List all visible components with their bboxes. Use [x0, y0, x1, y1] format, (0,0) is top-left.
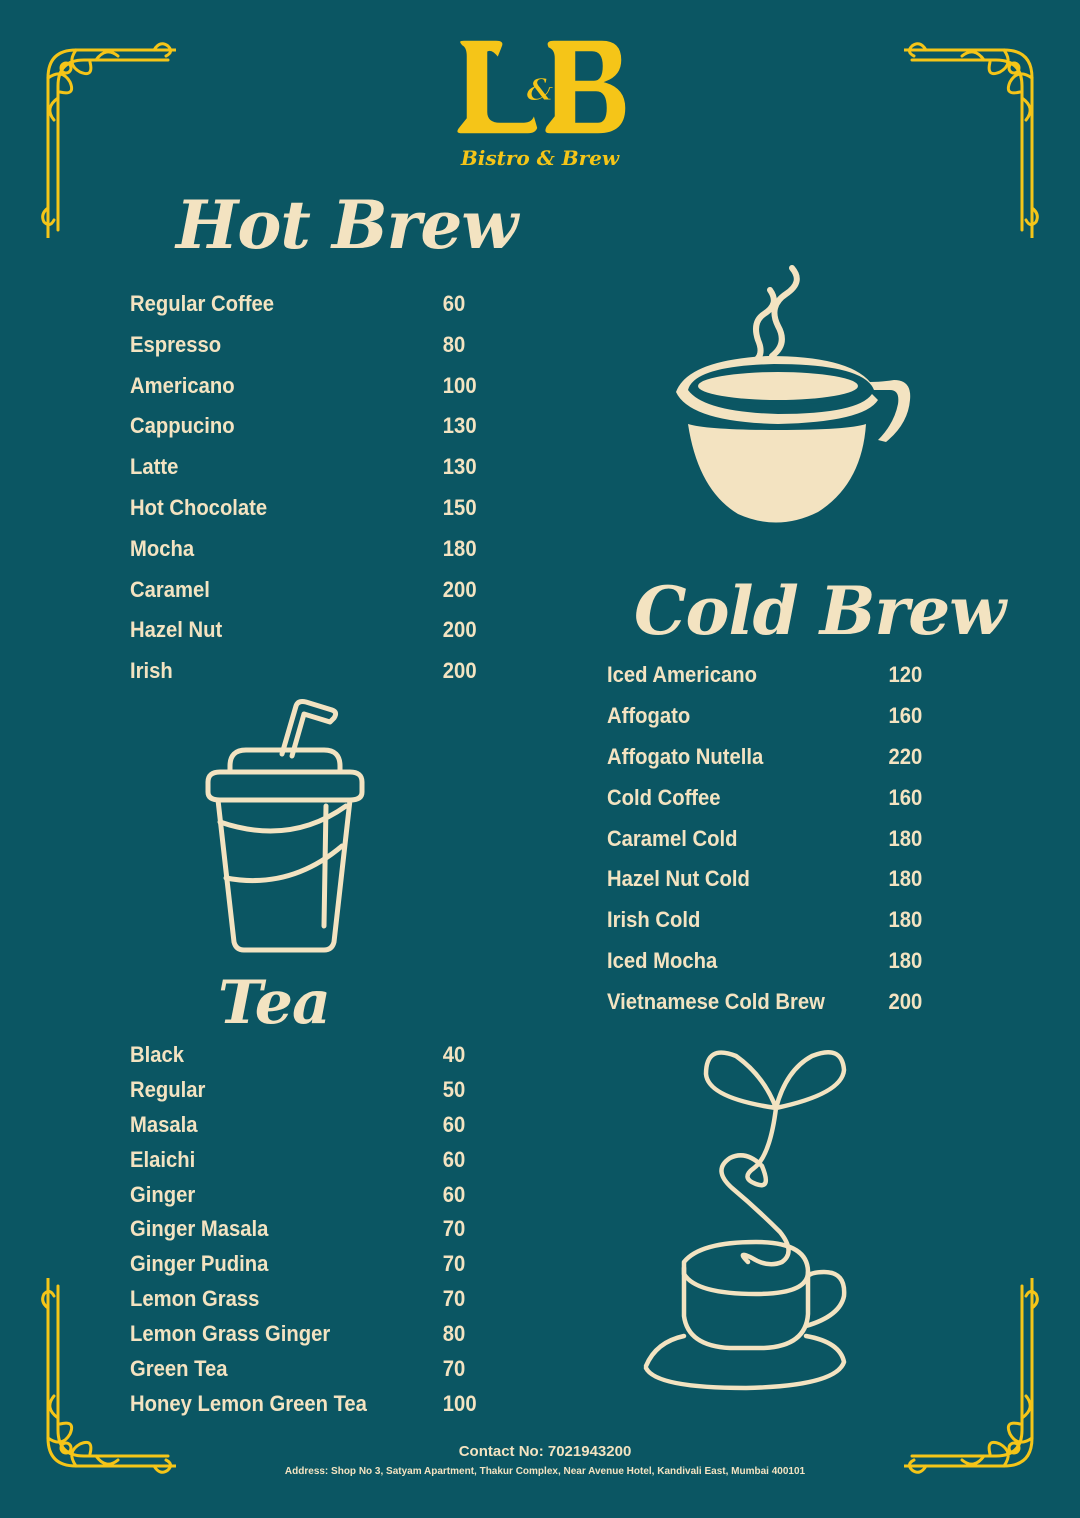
menu-item-price: 70 [442, 1356, 466, 1382]
menu-item [130, 1317, 516, 1352]
corner-ornament-icon [36, 38, 176, 238]
menu-item-price: 70 [442, 1216, 466, 1242]
menu-item-name: Cappucino [130, 413, 235, 439]
menu-item-name: Espresso [130, 331, 222, 357]
menu-item-name: Honey Lemon Green Tea [130, 1390, 367, 1416]
menu-item [130, 570, 516, 611]
menu-item [130, 488, 516, 529]
menu-item [607, 982, 975, 1023]
menu-item-price: 130 [442, 454, 477, 480]
takeaway-cup-icon [200, 696, 370, 956]
menu-item [130, 651, 516, 692]
menu-item-price: 180 [888, 948, 923, 974]
tea-title: Tea [218, 968, 330, 1038]
menu-item-name: Vietnamese Cold Brew [607, 989, 825, 1015]
menu-item-price: 60 [442, 1181, 466, 1207]
menu-item [130, 325, 516, 366]
menu-item [130, 447, 516, 488]
menu-item-name: Caramel [130, 576, 210, 602]
menu-item-name: Irish Cold [607, 907, 701, 933]
menu-item [130, 1108, 516, 1143]
menu-item-name: Cold Coffee [607, 784, 721, 810]
brand-logo [452, 38, 628, 136]
menu-item-price: 60 [442, 291, 466, 316]
menu-item [607, 778, 975, 819]
menu-item-name: Green Tea [130, 1356, 228, 1382]
menu-item-price: 130 [442, 413, 477, 439]
menu-item-price: 180 [888, 825, 923, 851]
menu-item-price: 70 [442, 1251, 466, 1277]
hot-coffee-cup-icon [668, 264, 918, 536]
menu-item [130, 1282, 516, 1317]
tea-list [130, 1038, 550, 1422]
menu-item-price: 100 [442, 1390, 477, 1416]
menu-item-price: 80 [442, 331, 466, 357]
hot-brew-title: Hot Brew [176, 186, 518, 264]
menu-item-name: Affogato [607, 702, 691, 728]
menu-item-price: 40 [442, 1042, 466, 1067]
menu-item-name: Ginger [130, 1181, 196, 1207]
menu-item-name: Irish [130, 658, 173, 684]
menu-item-price: 120 [888, 662, 923, 687]
menu-item-price: 200 [888, 989, 923, 1015]
menu-item-name: Black [130, 1042, 185, 1067]
menu-item [130, 1247, 516, 1282]
menu-item [130, 529, 516, 570]
hot-brew-list [130, 284, 550, 692]
contact-number: Contact No: 7021943200 [458, 1443, 632, 1460]
menu-item-name: Hot Chocolate [130, 494, 268, 520]
brand-tagline: Bistro & Brew [460, 146, 620, 170]
menu-item-price: 180 [442, 535, 477, 561]
menu-item [130, 284, 516, 325]
menu-item [607, 737, 975, 778]
menu-item-price: 160 [888, 784, 923, 810]
menu-item [130, 610, 516, 651]
menu-item [607, 696, 975, 737]
address-text: Address: Shop No 3, Satyam Apartment, Thakur Complex, Near Avenue Hotel, Kandivali East, Mumbai 400101 [284, 1466, 806, 1477]
menu-item-price: 160 [888, 702, 923, 728]
menu-item [607, 859, 975, 900]
menu-item-price: 70 [442, 1286, 466, 1312]
menu-item-price: 200 [442, 658, 477, 684]
menu-item-name: Elaichi [130, 1146, 196, 1172]
menu-item-price: 60 [442, 1146, 466, 1172]
menu-item [130, 1387, 516, 1422]
corner-ornament-icon [904, 38, 1044, 238]
menu-item-price: 100 [442, 372, 477, 398]
menu-item-name: Ginger Masala [130, 1216, 269, 1242]
menu-item-price: 180 [888, 907, 923, 933]
menu-item [607, 655, 975, 696]
menu-item [607, 900, 975, 941]
menu-item [607, 941, 975, 982]
menu-item-name: Regular [130, 1076, 206, 1102]
menu-item-price: 180 [888, 866, 923, 892]
heart-steam-cup-icon [636, 1046, 856, 1392]
menu-item-price: 60 [442, 1111, 466, 1137]
menu-item [130, 1143, 516, 1178]
menu-item [130, 1073, 516, 1108]
corner-ornament-icon [904, 1278, 1044, 1478]
menu-item-price: 50 [442, 1076, 466, 1102]
menu-item [130, 366, 516, 407]
menu-item-price: 200 [442, 576, 477, 602]
menu-item-name: Regular Coffee [130, 291, 274, 316]
menu-item [130, 1352, 516, 1387]
cold-brew-title: Cold Brew [634, 572, 1006, 650]
menu-item-name: Lemon Grass Ginger [130, 1321, 331, 1347]
menu-item-name: Americano [130, 372, 235, 398]
menu-item-name: Hazel Nut [130, 617, 223, 643]
menu-item-price: 200 [442, 617, 477, 643]
menu-item [607, 819, 975, 860]
menu-item-name: Hazel Nut Cold [607, 866, 750, 892]
menu-item-name: Latte [130, 454, 179, 480]
menu-item [130, 406, 516, 447]
svg-text:&: & [526, 73, 554, 108]
menu-item-name: Iced Mocha [607, 948, 718, 974]
menu-item-price: 80 [442, 1321, 466, 1347]
menu-item-price: 150 [442, 494, 477, 520]
menu-item-name: Caramel Cold [607, 825, 738, 851]
menu-item [130, 1038, 516, 1073]
menu-item [130, 1178, 516, 1213]
menu-item-name: Affogato Nutella [607, 743, 764, 769]
menu-item-name: Iced Americano [607, 662, 757, 687]
cold-brew-list [607, 655, 1007, 1023]
menu-item-name: Mocha [130, 535, 195, 561]
menu-item-name: Lemon Grass [130, 1286, 260, 1312]
menu-item-name: Ginger Pudina [130, 1251, 269, 1277]
menu-item-price: 220 [888, 743, 923, 769]
menu-item-name: Masala [130, 1111, 198, 1137]
menu-item [130, 1212, 516, 1247]
